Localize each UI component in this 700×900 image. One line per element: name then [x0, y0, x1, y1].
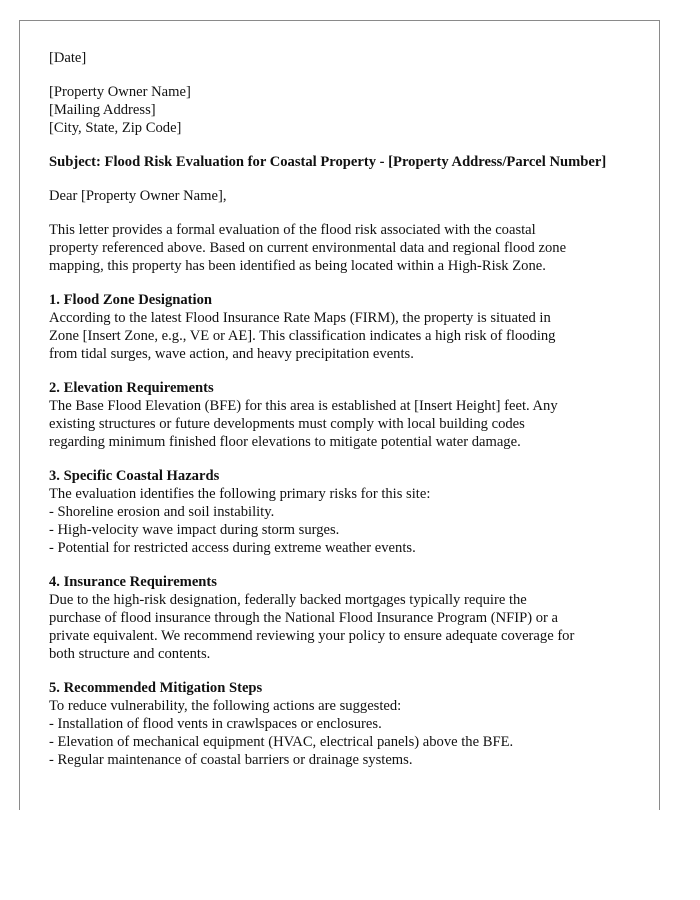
section-line: purchase of flood insurance through the National Flood Insurance Program (NFIP) or a [49, 610, 559, 626]
section-line: Due to the high-risk designation, federally backed mortgages typically require the [49, 592, 527, 608]
section-line: The Base Flood Elevation (BFE) for this area is established at [Insert Height] feet. Any [49, 398, 558, 414]
intro-line: property referenced above. Based on current environmental data and regional flood zone [49, 240, 567, 256]
recipient-address-block [49, 83, 634, 137]
subject-line: Subject: Flood Risk Evaluation for Coastal Property - [Property Address/Parcel Number] [49, 154, 607, 170]
section-line: Zone [Insert Zone, e.g., VE or AE]. This classification indicates a high risk of flooding [49, 328, 556, 344]
recipient-name: [Property Owner Name] [49, 84, 191, 100]
section-line: regarding minimum finished floor elevations to mitigate potential water damage. [49, 434, 521, 450]
list-item: - High-velocity wave impact during storm surges. [49, 522, 340, 538]
section-line: To reduce vulnerability, the following actions are suggested: [49, 698, 402, 714]
section-elevation [49, 379, 634, 451]
section-line: The evaluation identifies the following primary risks for this site: [49, 486, 431, 502]
section-title: 2. Elevation Requirements [49, 380, 214, 396]
section-title: 5. Recommended Mitigation Steps [49, 680, 263, 696]
section-mitigation [49, 679, 634, 769]
section-line: from tidal surges, wave action, and heavy precipitation events. [49, 346, 414, 362]
date-line [49, 49, 634, 67]
section-line: private equivalent. We recommend reviewing your policy to ensure adequate coverage for [49, 628, 575, 644]
section-coastal-hazards [49, 467, 634, 557]
date-text: [Date] [49, 50, 87, 66]
section-line: existing structures or future developments must comply with local building codes [49, 416, 525, 432]
section-title: 3. Specific Coastal Hazards [49, 468, 220, 484]
recipient-city-state-zip: [City, State, Zip Code] [49, 120, 182, 136]
list-item: - Shoreline erosion and soil instability. [49, 504, 275, 520]
salutation-text: Dear [Property Owner Name], [49, 188, 227, 204]
section-title: 4. Insurance Requirements [49, 574, 217, 590]
intro-paragraph [49, 221, 634, 275]
list-item: - Potential for restricted access during extreme weather events. [49, 540, 416, 556]
section-flood-zone [49, 291, 634, 363]
list-item: - Regular maintenance of coastal barriers or drainage systems. [49, 752, 413, 768]
letter-content [49, 49, 634, 769]
salutation [49, 187, 634, 205]
recipient-mailing-address: [Mailing Address] [49, 102, 156, 118]
intro-line: mapping, this property has been identified as being located within a High-Risk Zone. [49, 258, 546, 274]
section-title: 1. Flood Zone Designation [49, 292, 212, 308]
list-item: - Elevation of mechanical equipment (HVAC, electrical panels) above the BFE. [49, 734, 514, 750]
letter-page [19, 20, 660, 810]
section-line: both structure and contents. [49, 646, 211, 662]
section-line: According to the latest Flood Insurance Rate Maps (FIRM), the property is situated in [49, 310, 551, 326]
intro-line: This letter provides a formal evaluation of the flood risk associated with the coastal [49, 222, 536, 238]
section-insurance [49, 573, 634, 663]
list-item: - Installation of flood vents in crawlspaces or enclosures. [49, 716, 382, 732]
